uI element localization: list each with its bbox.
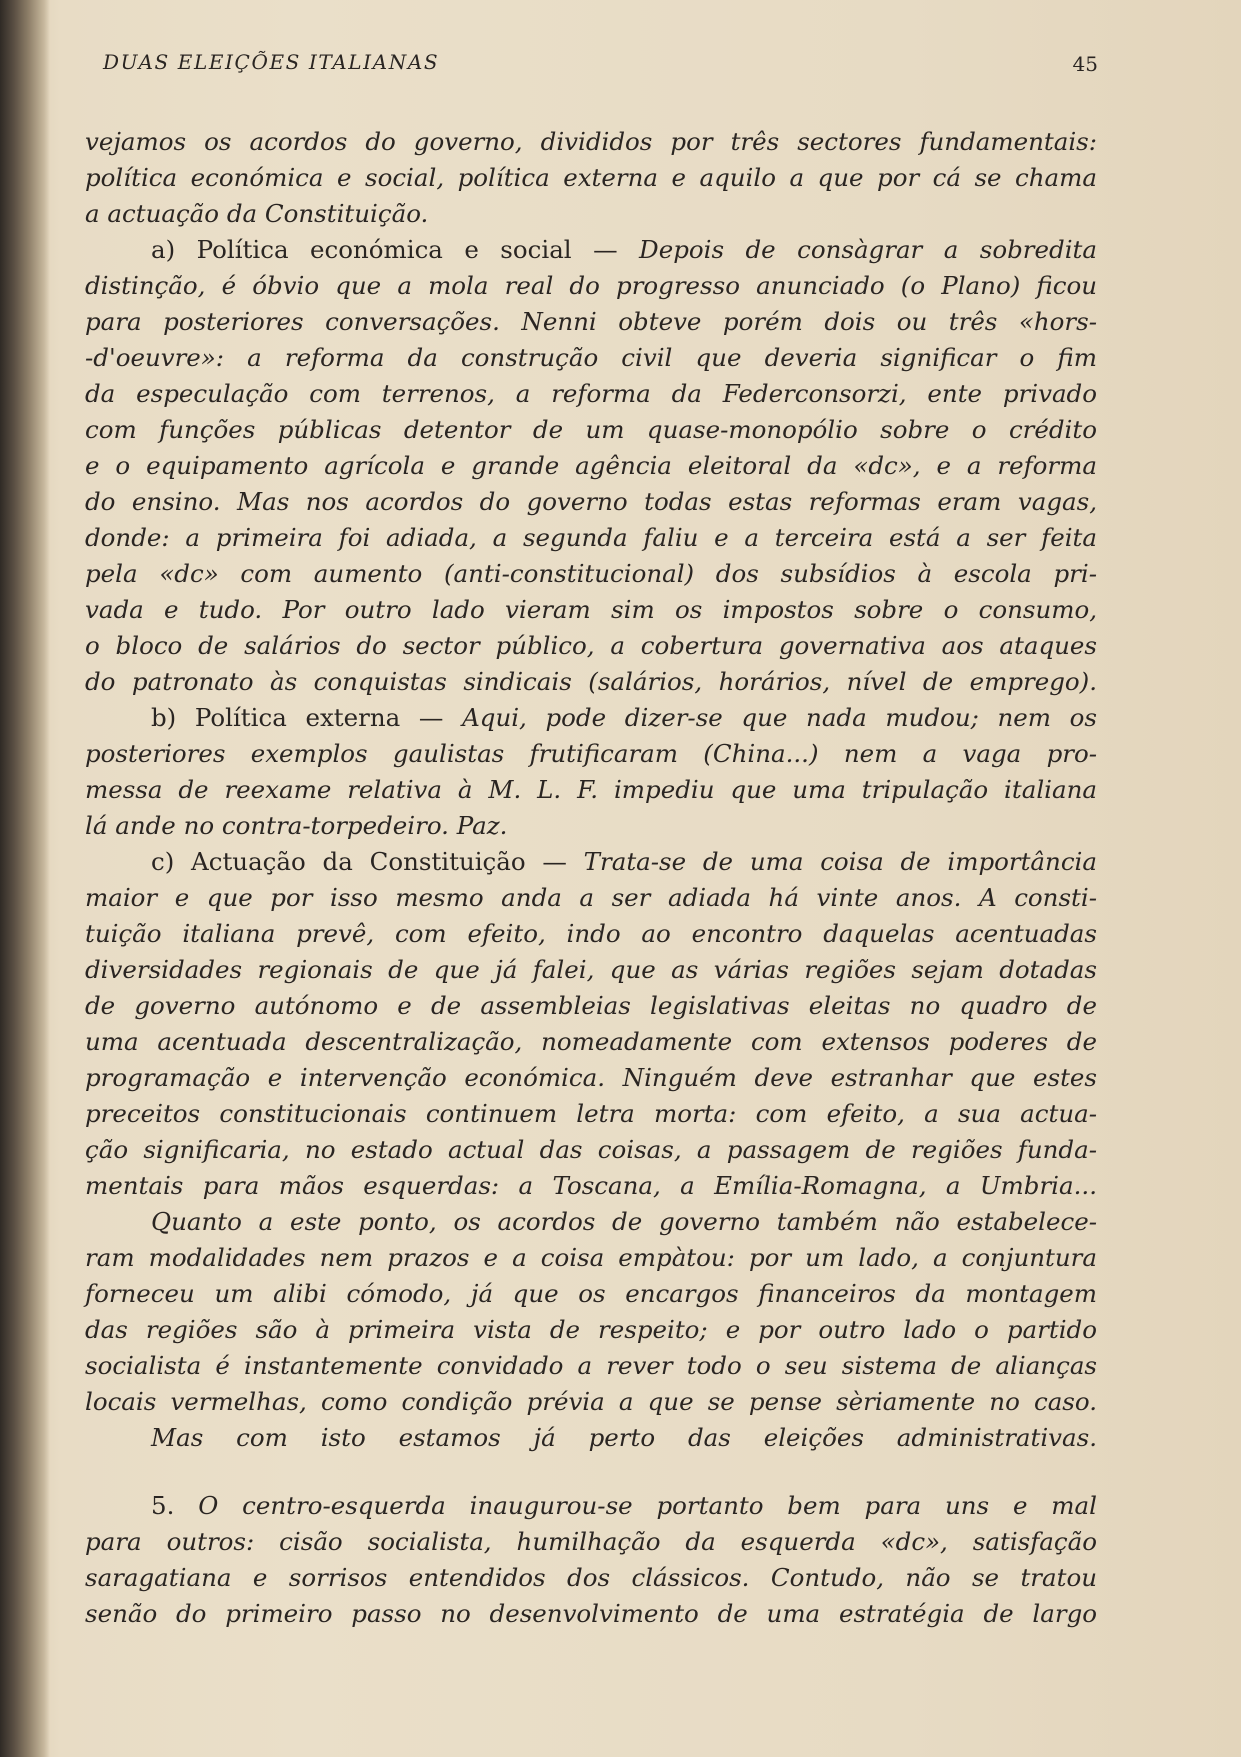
- text-line: [85, 1060, 1097, 1096]
- text-line: [85, 592, 1097, 628]
- text-line: [85, 880, 1097, 916]
- text-line: [85, 1096, 1097, 1132]
- text-line: [85, 1488, 1097, 1524]
- italic-text: Depois de consàgrar a sobredita: [639, 235, 1097, 264]
- italic-text: das regiões são à primeira vista de respeito; e por outro lado o partido: [85, 1315, 1097, 1344]
- text-line: [85, 484, 1097, 520]
- italic-text: uma acentuada descentralização, nomeadamente com extensos poderes de: [85, 1027, 1097, 1056]
- text-line: [85, 376, 1097, 412]
- running-head: [103, 50, 1098, 82]
- text-line: [85, 700, 1097, 736]
- paragraph-spacer: [85, 1456, 1097, 1488]
- italic-text: diversidades regionais de que já falei, que as várias regiões sejam dotadas: [85, 955, 1097, 984]
- text-line: [85, 448, 1097, 484]
- text-line: [85, 916, 1097, 952]
- italic-text: socialista é instantemente convidado a rever todo o seu sistema de alianças: [85, 1351, 1097, 1380]
- italic-text: -d'oeuvre»: a reforma da construção civil que deveria significar o fim: [85, 343, 1097, 372]
- text-line: [85, 664, 1097, 700]
- italic-text: a actuação da Constituição.: [85, 199, 429, 228]
- italic-text: tuição italiana prevê, com efeito, indo ao encontro daquelas acentuadas: [85, 919, 1097, 948]
- text-line: [85, 124, 1097, 160]
- text-line: [85, 1204, 1097, 1240]
- italic-text: para outros: cisão socialista, humilhação da esquerda «dc», satisfação: [85, 1527, 1097, 1556]
- roman-text: a) Política económica e social —: [151, 235, 640, 264]
- text-line: [85, 196, 1097, 232]
- roman-text: b) Política externa —: [151, 703, 463, 732]
- italic-text: forneceu um alibi cómodo, já que os encargos financeiros da montagem: [85, 1279, 1097, 1308]
- italic-text: saragatiana e sorrisos entendidos dos clássicos. Contudo, não se tratou: [85, 1563, 1097, 1592]
- italic-text: com funções públicas detentor de um quase-monopólio sobre o crédito: [85, 415, 1097, 444]
- italic-text: programação e intervenção económica. Ninguém deve estranhar que estes: [85, 1063, 1097, 1092]
- italic-text: vejamos os acordos do governo, divididos por três sectores fundamentais:: [85, 127, 1097, 156]
- italic-text: vada e tudo. Por outro lado vieram sim os impostos sobre o consumo,: [85, 595, 1097, 624]
- italic-text: Mas com isto estamos já perto das eleições administrativas.: [151, 1423, 1097, 1452]
- italic-text: Aqui, pode dizer-se que nada mudou; nem os: [462, 703, 1097, 732]
- italic-text: Trata-se de uma coisa de importância: [583, 847, 1097, 876]
- italic-text: messa de reexame relativa à M. L. F. impediu que uma tripulação italiana: [85, 775, 1097, 804]
- page-number: 45: [1072, 52, 1098, 76]
- text-line: [85, 952, 1097, 988]
- running-title: DUAS ELEIÇÕES ITALIANAS: [103, 50, 440, 74]
- italic-text: ção significaria, no estado actual das coisas, a passagem de regiões funda-: [85, 1135, 1097, 1164]
- text-line: [85, 268, 1097, 304]
- italic-text: para posteriores conversações. Nenni obteve porém dois ou três «hors-: [85, 307, 1097, 336]
- italic-text: posteriores exemplos gaulistas frutificaram (China...) nem a vaga pro-: [85, 739, 1097, 768]
- italic-text: maior e que por isso mesmo anda a ser adiada há vinte anos. A consti-: [85, 883, 1097, 912]
- text-line: [85, 556, 1097, 592]
- text-line: [85, 1276, 1097, 1312]
- italic-text: senão do primeiro passo no desenvolvimento de uma estratégia de largo: [85, 1599, 1097, 1628]
- text-line: [85, 1312, 1097, 1348]
- italic-text: o bloco de salários do sector público, a cobertura governativa aos ataques: [85, 631, 1097, 660]
- italic-text: mentais para mãos esquerdas: a Toscana, a Emília-Romagna, a Umbria...: [85, 1171, 1097, 1200]
- text-line: [85, 988, 1097, 1024]
- italic-text: pela «dc» com aumento (anti-constitucional) dos subsídios à escola pri-: [85, 559, 1097, 588]
- text-line: [85, 304, 1097, 340]
- roman-text: 5.: [151, 1491, 199, 1520]
- text-line: [85, 1560, 1097, 1596]
- text-line: [85, 628, 1097, 664]
- text-line: [85, 520, 1097, 556]
- italic-text: de governo autónomo e de assembleias legislativas eleitas no quadro de: [85, 991, 1097, 1020]
- text-line: [85, 1168, 1097, 1204]
- italic-text: preceitos constitucionais continuem letra morta: com efeito, a sua actua-: [85, 1099, 1097, 1128]
- text-line: [85, 772, 1097, 808]
- italic-text: do ensino. Mas nos acordos do governo todas estas reformas eram vagas,: [85, 487, 1097, 516]
- text-line: [85, 1524, 1097, 1560]
- roman-text: c) Actuação da Constituição —: [151, 847, 584, 876]
- text-line: [85, 844, 1097, 880]
- italic-text: locais vermelhas, como condição prévia a que se pense sèriamente no caso.: [85, 1387, 1097, 1416]
- italic-text: política económica e social, política externa e aquilo a que por cá se chama: [85, 163, 1097, 192]
- italic-text: do patronato às conquistas sindicais (salários, horários, nível de emprego).: [85, 667, 1097, 696]
- text-line: [85, 808, 1097, 844]
- italic-text: donde: a primeira foi adiada, a segunda faliu e a terceira está a ser feita: [85, 523, 1097, 552]
- text-line: [85, 412, 1097, 448]
- text-line: [85, 1348, 1097, 1384]
- text-line: [85, 160, 1097, 196]
- italic-text: distinção, é óbvio que a mola real do progresso anunciado (o Plano) ficou: [85, 271, 1097, 300]
- text-line: [85, 232, 1097, 268]
- italic-text: da especulação com terrenos, a reforma da Federconsorzi, ente privado: [85, 379, 1097, 408]
- text-line: [85, 1132, 1097, 1168]
- italic-text: lá ande no contra-torpedeiro. Paz.: [85, 811, 508, 840]
- italic-text: ram modalidades nem prazos e a coisa empàtou: por um lado, a conjuntura: [85, 1243, 1097, 1272]
- text-line: [85, 1420, 1097, 1456]
- text-line: [85, 1024, 1097, 1060]
- text-line: [85, 736, 1097, 772]
- binding-shadow: [0, 0, 50, 1757]
- text-line: [85, 340, 1097, 376]
- body-text: [85, 124, 1097, 1632]
- italic-text: Quanto a este ponto, os acordos de governo também não estabelece-: [151, 1207, 1097, 1236]
- italic-text: e o equipamento agrícola e grande agência eleitoral da «dc», e a reforma: [85, 451, 1097, 480]
- text-line: [85, 1384, 1097, 1420]
- text-line: [85, 1596, 1097, 1632]
- italic-text: O centro-esquerda inaugurou-se portanto bem para uns e mal: [198, 1491, 1097, 1520]
- text-line: [85, 1240, 1097, 1276]
